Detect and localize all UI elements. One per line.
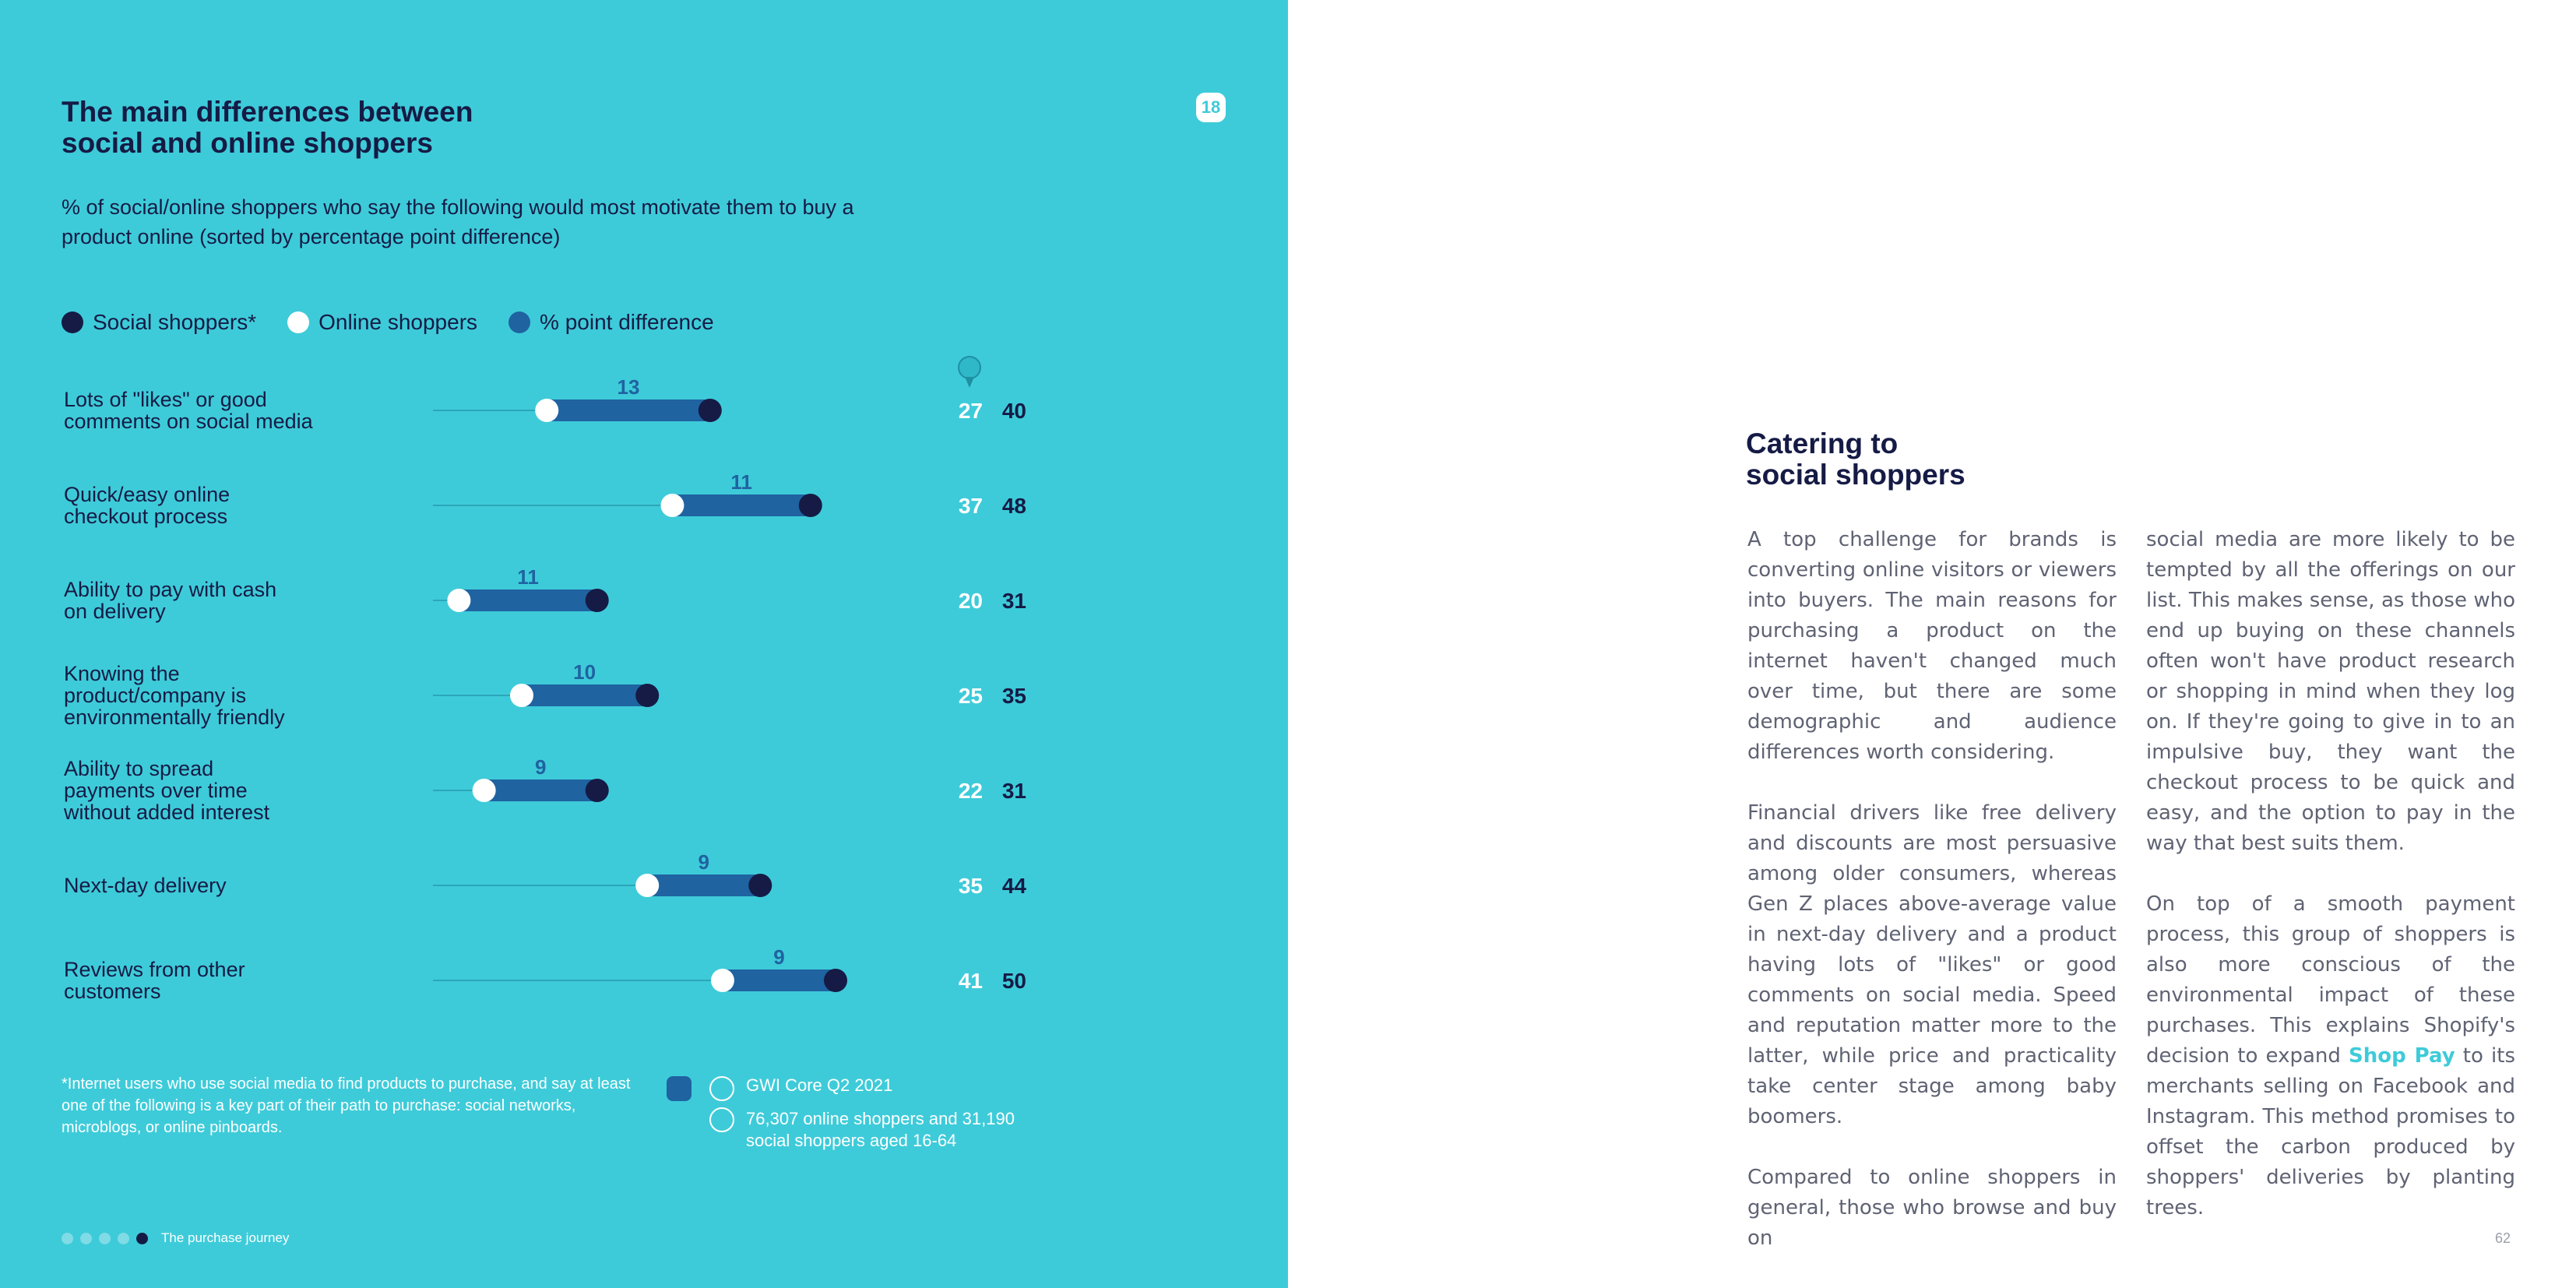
nav-dot[interactable] xyxy=(99,1233,111,1244)
diff-bar xyxy=(647,875,760,896)
online-value: 20 xyxy=(958,589,983,613)
online-value: 35 xyxy=(958,874,983,898)
online-point xyxy=(473,779,496,802)
social-value: 31 xyxy=(1001,779,1026,803)
online-point xyxy=(535,399,558,422)
paragraph xyxy=(2146,889,2515,1223)
chart-row xyxy=(64,375,1026,433)
row-label: Quick/easy online checkout process xyxy=(64,483,231,528)
row-label: Knowing the product/company is environmentally friendly xyxy=(64,662,285,729)
online-point xyxy=(660,494,684,517)
paragraph: Compared to online shoppers in general, those who browse and buy on xyxy=(1747,1166,2117,1250)
online-point xyxy=(447,589,470,612)
text-column-2 xyxy=(2146,525,2515,1254)
diff-bar xyxy=(484,779,597,801)
chart-subtitle: % of social/online shoppers who say the following would most motivate them to buy a product online (sorted by percentage point difference) xyxy=(62,195,854,248)
online-value: 27 xyxy=(958,399,983,423)
online-point xyxy=(635,874,659,897)
online-value: 41 xyxy=(958,969,983,993)
nav-dot[interactable] xyxy=(118,1233,129,1244)
legend-label-online: Online shoppers xyxy=(318,310,478,334)
diff-bar xyxy=(672,494,810,516)
diff-bar xyxy=(547,399,710,421)
paragraph: Financial drivers like free delivery and discounts are most persuasive among older consumers, whereas Gen Z places above-average value in next-day delivery and a product having lots of "likes" or good comments on social media. Speed and reputation matter more to the latter, while price and practicality take center stage among baby boomers. xyxy=(1747,801,2117,1128)
chart-title: The main differences between social and online shoppers xyxy=(62,96,473,159)
legend-item-online xyxy=(287,310,477,335)
social-value: 44 xyxy=(1001,874,1026,898)
social-point xyxy=(799,494,822,517)
shop-pay-link[interactable]: Shop Pay xyxy=(2349,1044,2455,1068)
legend-item-social xyxy=(62,310,256,335)
online-dot-icon xyxy=(287,311,309,333)
online-value: 37 xyxy=(958,494,983,518)
diff-bar xyxy=(522,684,647,706)
social-point xyxy=(586,779,609,802)
diff-bar xyxy=(459,589,596,611)
online-value: 25 xyxy=(958,684,983,708)
page-badge: 18 xyxy=(1196,93,1226,122)
row-label: Reviews from other customers xyxy=(64,958,245,1003)
chart-row xyxy=(64,470,1026,528)
social-value: 40 xyxy=(1001,399,1026,423)
social-point xyxy=(586,589,609,612)
row-label: Ability to pay with cash on delivery xyxy=(64,578,277,623)
source-sample: 76,307 online shoppers and 31,190 social shoppers aged 16-64 xyxy=(746,1109,1015,1150)
diff-label: 10 xyxy=(573,660,596,684)
section-heading: Catering to social shoppers xyxy=(1746,428,1965,491)
row-label: Lots of "likes" or good comments on social media xyxy=(64,388,313,433)
social-point xyxy=(748,874,772,897)
diff-label: 11 xyxy=(730,470,752,494)
dumbbell-chart xyxy=(0,343,1090,1028)
source-name: GWI Core Q2 2021 xyxy=(746,1075,893,1095)
row-label: Next-day delivery xyxy=(64,874,227,897)
diff-bar xyxy=(723,970,836,991)
social-value: 35 xyxy=(1001,684,1026,708)
people-icon xyxy=(709,1107,734,1132)
diff-label: 13 xyxy=(617,375,640,399)
diff-dot-icon xyxy=(509,311,530,333)
chart-row xyxy=(64,660,1026,729)
chart-row xyxy=(64,945,1026,1003)
row-label: Ability to spread payments over time without added interest xyxy=(64,757,270,824)
social-value: 50 xyxy=(1001,969,1026,993)
nav-dot-active[interactable] xyxy=(136,1233,148,1244)
text-run: On top of a smooth payment process, this group of shoppers is also more conscious of the environmental impact of these purchases. This explains Shopify's decision to expand xyxy=(2146,892,2515,1068)
chart-icon xyxy=(667,1076,692,1101)
social-value: 48 xyxy=(1001,494,1026,518)
online-point xyxy=(510,684,533,707)
legend-label-social: Social shoppers* xyxy=(93,310,257,334)
chart-row xyxy=(64,850,1026,898)
diff-label: 11 xyxy=(517,565,539,589)
legend-item-diff xyxy=(509,310,714,335)
social-point xyxy=(824,969,847,992)
diff-label: 9 xyxy=(534,755,547,779)
nav-dot[interactable] xyxy=(62,1233,73,1244)
social-point xyxy=(635,684,659,707)
nav-label: The purchase journey xyxy=(161,1230,290,1245)
social-point xyxy=(699,399,722,422)
online-point xyxy=(711,969,734,992)
diff-label: 9 xyxy=(773,945,785,969)
page-number: 62 xyxy=(2495,1230,2511,1246)
legend-label-diff: % point difference xyxy=(540,310,714,334)
location-pin-icon xyxy=(959,357,980,388)
paragraph: A top challenge for brands is converting online visitors or viewers into buyers. The main reasons for purchasing a product on the internet haven't changed much over time, but there are some demographic and audience differences worth considering. xyxy=(1747,528,2117,764)
online-value: 22 xyxy=(958,779,983,803)
diff-label: 9 xyxy=(698,850,709,874)
chart-row xyxy=(63,755,1026,824)
social-dot-icon xyxy=(62,311,83,333)
footnote: *Internet users who use social media to find products to purchase, and say at least one of the following is a key part of their path to purchase: social networks, microblogs, or online pinboards. xyxy=(62,1075,631,1136)
section-nav xyxy=(62,1230,289,1246)
globe-icon xyxy=(709,1076,734,1101)
text-column-1 xyxy=(1747,525,2117,1284)
social-value: 31 xyxy=(1001,589,1026,613)
text-run: to its merchants selling on Facebook and Instagram. This method promises to offset the carbon produced by shoppers' deliveries by planting trees. xyxy=(2146,1044,2515,1219)
paragraph: social media are more likely to be tempted by all the offerings on our list. This makes sense, as those who end up buying on these channels often won't have product research or shopping in mind when they log on. If they're going to give in to an impulsive buy, they want the checkout process to be quick and easy, and the option to pay in the way that best suits them. xyxy=(2146,528,2515,855)
legend xyxy=(62,310,745,335)
nav-dot[interactable] xyxy=(80,1233,92,1244)
chart-row xyxy=(64,565,1026,623)
